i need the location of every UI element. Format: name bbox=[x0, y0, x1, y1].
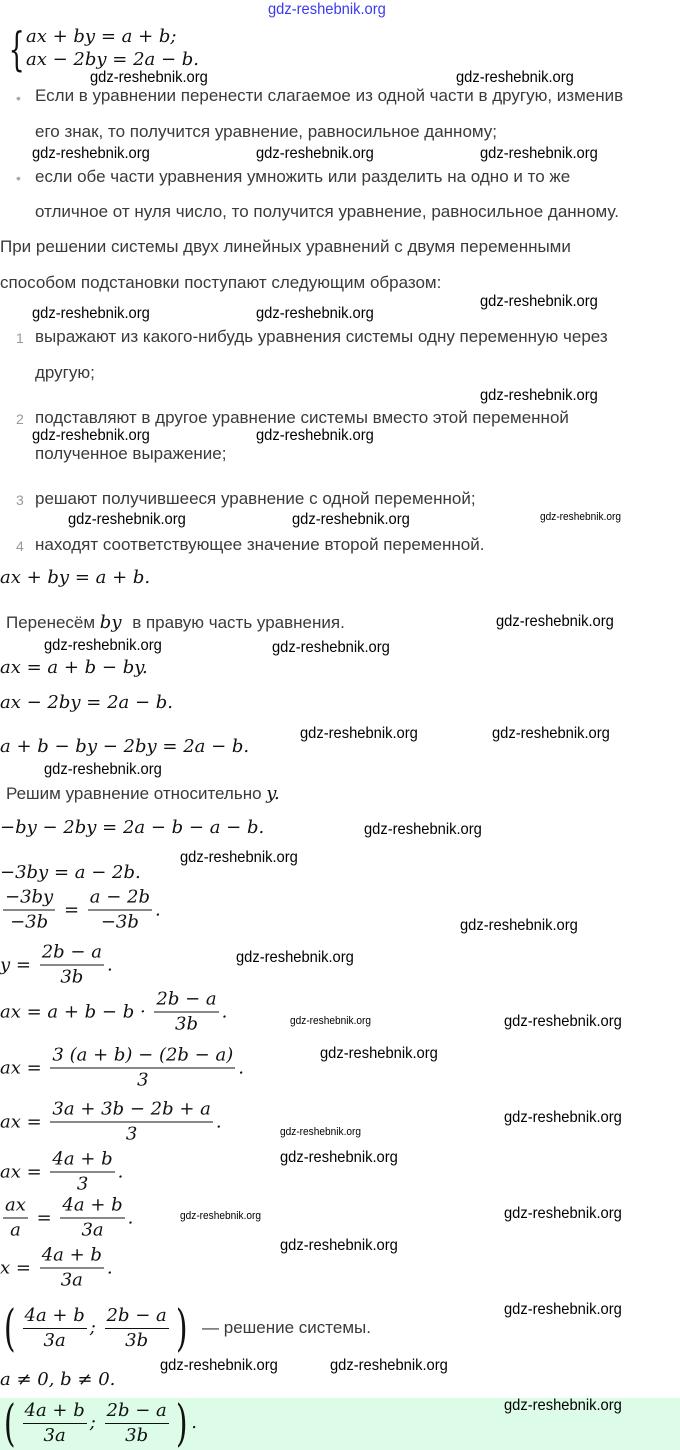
math-expression: . bbox=[238, 1057, 244, 1078]
denominator: a bbox=[10, 1219, 21, 1241]
intro-line-2: способом подстановки поступают следующим образом: bbox=[0, 273, 442, 292]
watermark: gdz-reshebnik.org bbox=[504, 1301, 622, 1318]
denominator: 3 bbox=[76, 1173, 89, 1195]
watermark: gdz-reshebnik.org bbox=[460, 917, 578, 934]
watermark: gdz-reshebnik.org bbox=[32, 427, 150, 444]
denominator: 3a bbox=[43, 1329, 66, 1351]
system-equation-1: ax + by = a + b; bbox=[26, 26, 177, 47]
fraction bbox=[105, 1400, 169, 1447]
watermark: gdz-reshebnik.org bbox=[290, 1015, 372, 1027]
solution-line bbox=[0, 1299, 371, 1357]
numerator: ax bbox=[3, 1195, 28, 1219]
numerator: 2b − a bbox=[105, 1400, 169, 1424]
numerator: 2b − a bbox=[154, 989, 218, 1013]
rule-2-line-2: отличное от нуля число, то получится уравнение, равносильное данному. bbox=[35, 202, 619, 221]
step-number: 2 bbox=[16, 411, 24, 427]
watermark: gdz-reshebnik.org bbox=[504, 1397, 622, 1414]
parenthesis: ) bbox=[175, 1394, 188, 1450]
watermark: gdz-reshebnik.org bbox=[320, 1045, 438, 1062]
math-expression: ax = a + b − b · bbox=[0, 1001, 152, 1022]
watermark: gdz-reshebnik.org bbox=[90, 69, 208, 86]
watermark: gdz-reshebnik.org bbox=[236, 949, 354, 966]
solution-line bbox=[0, 1195, 133, 1242]
watermark: gdz-reshebnik.org bbox=[44, 761, 162, 778]
fraction bbox=[88, 887, 152, 934]
math-expression: y. bbox=[266, 783, 280, 804]
watermark: gdz-reshebnik.org bbox=[300, 725, 418, 742]
watermark: gdz-reshebnik.org bbox=[480, 387, 598, 404]
math-expression: ax = bbox=[0, 1161, 48, 1182]
watermark: gdz-reshebnik.org bbox=[504, 1013, 622, 1030]
rule-1-line-1: Если в уравнении перенести слагаемое из одной части в другую, изменив bbox=[35, 86, 624, 105]
fraction bbox=[3, 887, 55, 934]
watermark: gdz-reshebnik.org bbox=[504, 1109, 622, 1126]
math-expression: a ≠ 0, b ≠ 0. bbox=[0, 1369, 116, 1390]
math-expression: = bbox=[30, 1207, 58, 1228]
denominator: 3b bbox=[60, 966, 84, 988]
watermark: gdz-reshebnik.org bbox=[280, 1237, 398, 1254]
numerator: 4a + b bbox=[23, 1400, 87, 1424]
step-1-line-1: выражают из какого-нибудь уравнения системы одну переменную через bbox=[35, 327, 608, 346]
intro-line-1: При решении системы двух линейных уравнений с двумя переменными bbox=[0, 237, 571, 256]
rule-2-line-1: если обе части уравнения умножить или разделить на одно и то же bbox=[35, 167, 571, 186]
watermark: gdz-reshebnik.org bbox=[32, 305, 150, 322]
math-expression: x = bbox=[0, 1257, 37, 1278]
step-2-line-1: подставляют в другое уравнение системы вместо этой переменной bbox=[35, 408, 569, 427]
fraction bbox=[3, 1195, 28, 1242]
solution-line bbox=[0, 692, 173, 714]
solution-line bbox=[0, 942, 113, 989]
denominator: 3 bbox=[137, 1069, 149, 1091]
numerator: 4a + b bbox=[50, 1149, 114, 1173]
system-equation-2: ax − 2by = 2a − b. bbox=[26, 49, 200, 70]
math-expression: ax − 2by = 2a − b. bbox=[0, 692, 174, 713]
solution-line bbox=[0, 989, 227, 1036]
math-expression: y = bbox=[0, 954, 37, 975]
watermark: gdz-reshebnik.org bbox=[280, 1126, 362, 1138]
math-expression: = bbox=[58, 899, 85, 920]
step-number: 1 bbox=[16, 330, 24, 346]
watermark: gdz-reshebnik.org bbox=[44, 637, 162, 654]
watermark: gdz-reshebnik.org bbox=[280, 1149, 398, 1166]
watermark: gdz-reshebnik.org bbox=[480, 145, 598, 162]
solution-line bbox=[0, 1045, 244, 1092]
math-expression: . bbox=[191, 1412, 198, 1433]
numerator: 4a + b bbox=[60, 1195, 124, 1219]
solution-line bbox=[0, 817, 264, 839]
math-expression: ; bbox=[89, 1317, 102, 1338]
solution-line bbox=[0, 736, 249, 758]
solution-line bbox=[0, 1369, 115, 1391]
watermark: gdz-reshebnik.org bbox=[456, 69, 574, 86]
step-number: 4 bbox=[16, 538, 24, 554]
watermark: gdz-reshebnik.org bbox=[492, 725, 610, 742]
numerator: 2b − a bbox=[40, 942, 104, 966]
parenthesis: ( bbox=[3, 1299, 16, 1357]
solution-line bbox=[0, 657, 148, 679]
watermark: gdz-reshebnik.org bbox=[180, 1210, 262, 1222]
math-expression: −by − 2by = 2a − b − a − b. bbox=[0, 817, 265, 838]
watermark: gdz-reshebnik.org bbox=[256, 427, 374, 444]
watermark: gdz-reshebnik.org bbox=[480, 293, 598, 310]
watermark: gdz-reshebnik.org bbox=[256, 145, 374, 162]
watermark: gdz-reshebnik.org bbox=[496, 613, 614, 630]
denominator: 3b bbox=[125, 1329, 149, 1351]
numerator: a − 2b bbox=[88, 887, 152, 911]
denominator: 3a bbox=[81, 1219, 104, 1241]
math-expression: ; bbox=[89, 1412, 102, 1433]
solution-line bbox=[0, 1394, 198, 1450]
solution-line bbox=[0, 1149, 123, 1196]
parenthesis: ( bbox=[3, 1394, 16, 1450]
fraction bbox=[23, 1305, 87, 1352]
watermark: gdz-reshebnik.org bbox=[68, 511, 186, 528]
watermark-header: gdz-reshebnik.org bbox=[268, 1, 386, 18]
system-brace: { bbox=[8, 22, 25, 76]
denominator: 3a bbox=[60, 1269, 83, 1291]
watermark: gdz-reshebnik.org bbox=[32, 145, 150, 162]
numerator: 4a + b bbox=[40, 1245, 104, 1269]
math-expression: by bbox=[99, 612, 122, 633]
denominator: 3b bbox=[175, 1013, 199, 1035]
solution-line bbox=[0, 1099, 222, 1146]
parenthesis: ) bbox=[175, 1299, 188, 1357]
rule-1-line-2: его знак, то получится уравнение, равносильное данному; bbox=[35, 122, 497, 141]
math-expression: . bbox=[127, 1207, 134, 1228]
fraction bbox=[23, 1400, 87, 1447]
explanation-text: — решение системы. bbox=[197, 1318, 371, 1337]
watermark: gdz-reshebnik.org bbox=[256, 305, 374, 322]
explanation-text: Перенесём bbox=[6, 613, 100, 632]
math-expression: . bbox=[221, 1001, 228, 1022]
math-expression: ax = bbox=[0, 1111, 48, 1132]
explanation-text: в правую часть уравнения. bbox=[127, 613, 345, 632]
watermark: gdz-reshebnik.org bbox=[504, 1205, 622, 1222]
numerator: −3by bbox=[3, 887, 55, 911]
step-1-line-2: другую; bbox=[35, 363, 95, 382]
step-3-line-1: решают получившееся уравнение с одной переменной; bbox=[35, 489, 476, 508]
math-expression: . bbox=[215, 1111, 222, 1132]
solution-line bbox=[0, 1245, 113, 1292]
fraction bbox=[50, 1099, 212, 1146]
numerator: 3a + 3b − 2b + a bbox=[50, 1099, 212, 1123]
denominator: −3b bbox=[10, 911, 49, 933]
step-2-line-2: полученное выражение; bbox=[35, 444, 227, 463]
math-expression: . bbox=[106, 1257, 113, 1278]
math-expression: −3by = a − 2b. bbox=[0, 862, 141, 883]
denominator: 3 bbox=[125, 1123, 138, 1145]
math-expression: . bbox=[106, 954, 113, 975]
math-expression: ax = bbox=[0, 1057, 48, 1078]
bullet-icon: • bbox=[16, 170, 21, 186]
math-expression: ax = a + b − by. bbox=[0, 657, 148, 678]
solution-line bbox=[0, 862, 141, 884]
watermark: gdz-reshebnik.org bbox=[180, 849, 298, 866]
step-4-line-1: находят соответствующее значение второй переменной. bbox=[35, 535, 485, 554]
denominator: 3a bbox=[43, 1424, 66, 1446]
watermark: gdz-reshebnik.org bbox=[540, 511, 622, 523]
fraction bbox=[154, 989, 218, 1036]
numerator: 3 (a + b) − (2b − a) bbox=[50, 1045, 235, 1069]
solution-line bbox=[0, 887, 161, 934]
fraction bbox=[40, 942, 104, 989]
watermark: gdz-reshebnik.org bbox=[364, 821, 482, 838]
math-expression: . bbox=[155, 899, 161, 920]
solution-line bbox=[0, 612, 345, 634]
math-expression: ax + by = a + b. bbox=[0, 567, 151, 588]
watermark: gdz-reshebnik.org bbox=[272, 639, 390, 656]
solution-line bbox=[0, 783, 280, 805]
denominator: −3b bbox=[100, 911, 139, 933]
solution-line bbox=[0, 567, 150, 589]
numerator: 2b − a bbox=[105, 1305, 169, 1329]
fraction bbox=[50, 1149, 114, 1196]
numerator: 4a + b bbox=[23, 1305, 87, 1329]
watermark: gdz-reshebnik.org bbox=[330, 1357, 448, 1374]
math-expression: a + b − by − 2by = 2a − b. bbox=[0, 736, 250, 757]
watermark: gdz-reshebnik.org bbox=[292, 511, 410, 528]
bullet-icon: • bbox=[16, 90, 21, 106]
explanation-text: Решим уравнение относительно bbox=[6, 784, 267, 803]
fraction bbox=[60, 1195, 124, 1242]
watermark: gdz-reshebnik.org bbox=[160, 1357, 278, 1374]
step-number: 3 bbox=[16, 492, 24, 508]
math-expression: . bbox=[117, 1161, 124, 1182]
denominator: 3b bbox=[125, 1424, 149, 1446]
fraction bbox=[50, 1045, 235, 1092]
fraction bbox=[40, 1245, 104, 1292]
fraction bbox=[105, 1305, 169, 1352]
